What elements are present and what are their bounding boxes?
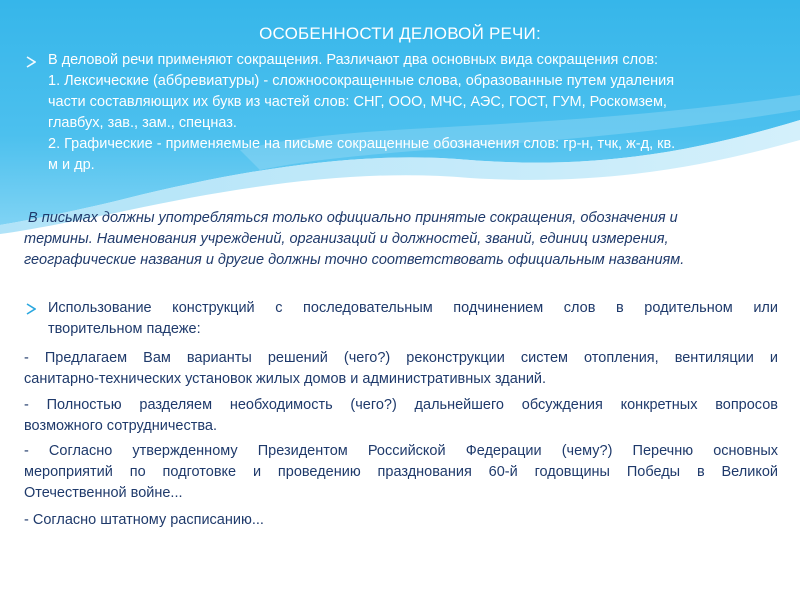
bullet-line: м и др. xyxy=(48,157,95,173)
bullet-line: творительном падеже: xyxy=(48,321,201,337)
example-line: Отечественной войне... xyxy=(24,485,183,501)
bullet-line: части составляющих их букв из частей слов: СНГ, ООО, МЧС, АЭС, ГОСТ, ГУМ, Роскомзем, xyxy=(48,94,667,110)
bullet-line: главбух, зав., зам., спецназ. xyxy=(48,115,237,131)
bullet-constructions xyxy=(48,298,778,340)
example-paragraph xyxy=(24,395,778,437)
example-line: мероприятий по подготовке и проведению празднования 60-й годовщины Победы в Великой xyxy=(24,464,778,480)
bullet-line: 2. Графические - применяемые на письме сокращенные обозначения слов: гр-н, тчк, ж-д, кв. xyxy=(48,136,676,152)
bullet-line: В деловой речи применяют сокращения. Различают два основных вида сокращения слов: xyxy=(48,52,659,68)
slide-title: ОСОБЕННОСТИ ДЕЛОВОЙ РЕЧИ: xyxy=(259,24,541,43)
example-line: - Согласно утвержденному Президентом Российской Федерации (чему?) Перечню основных xyxy=(24,443,778,459)
example-line: санитарно-технических установок жилых домов и административных зданий. xyxy=(24,371,547,387)
example-line: - Предлагаем Вам варианты решений (чего?) реконструкции систем отопления, вентиляции и xyxy=(24,350,778,366)
example-line: - Согласно штатному расписанию... xyxy=(24,512,264,528)
example-paragraph xyxy=(24,510,778,531)
arrow-bullet-icon xyxy=(26,303,36,315)
bullet-line: 1. Лексические (аббревиатуры) - сложносокращенные слова, образованные путем удаления xyxy=(48,73,675,89)
note-line: географические названия и другие должны точно соответствовать официальным названиям. xyxy=(24,252,685,268)
note-line: В письмах должны употребляться только официально принятые сокращения, обозначения и xyxy=(24,210,678,226)
example-paragraph xyxy=(24,348,778,390)
example-line: возможного сотрудничества. xyxy=(24,418,217,434)
arrow-bullet-icon xyxy=(26,56,36,68)
bullet-line: Использование конструкций с последовательным подчинением слов в родительном или xyxy=(48,300,778,316)
italic-note xyxy=(24,208,780,271)
note-line: термины. Наименования учреждений, организаций и должностей, званий, единиц измерения, xyxy=(24,231,669,247)
bullet-abbreviations xyxy=(48,50,778,176)
example-paragraph xyxy=(24,441,778,504)
example-line: - Полностью разделяем необходимость (чего?) дальнейшего обсуждения конкретных вопросов xyxy=(24,397,778,413)
